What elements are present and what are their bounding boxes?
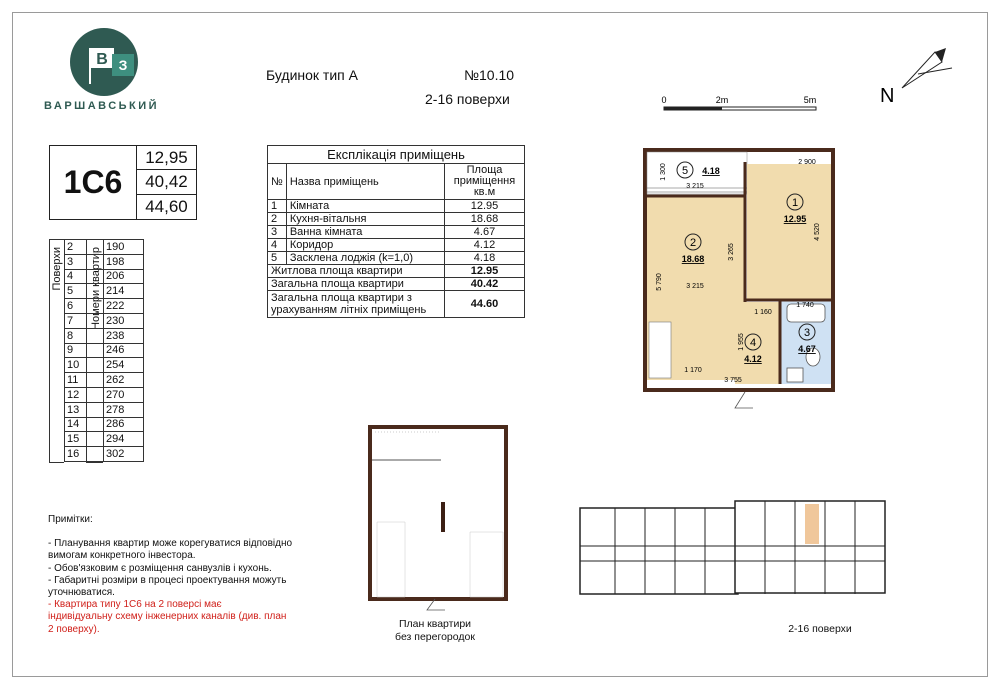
room-area: 18.68 (681, 254, 705, 264)
kitchen-counter (649, 322, 671, 378)
plan-dimension: 3 215 (686, 183, 704, 190)
apartment-living-area: 12,95 (137, 146, 196, 170)
explication-name: Ванна кімната (286, 226, 444, 239)
scale-label-2m: 2m (715, 95, 729, 105)
room-area: 4.67 (798, 344, 816, 354)
explication-area: 4.12 (445, 239, 525, 252)
floor-row (65, 358, 144, 373)
plan-dimension: 4 520 (814, 223, 821, 241)
plan-dimension: 1 170 (684, 367, 702, 374)
note-item: - Планування квартир може корегуватися відповідно вимогам конкретного інвестора. (48, 538, 293, 562)
apartment-summary (49, 145, 197, 220)
floor-row (65, 387, 144, 402)
north-label: N (880, 85, 895, 107)
apartment-number-value: 222 (104, 299, 144, 314)
col-area: Площа приміщення кв.м (445, 164, 525, 200)
explication-name: Кімната (286, 200, 444, 213)
apartment-number-value: 286 (104, 417, 144, 432)
explication-area: 4.67 (445, 226, 525, 239)
scale-bar (660, 93, 835, 123)
apartment-total-summer-area: 44,60 (145, 196, 188, 216)
room-area: 12.95 (783, 214, 807, 224)
summer-area-label: Загальна площа квартири з урахуванням літніх приміщень (268, 291, 445, 318)
building-number: №10.10 (464, 67, 515, 83)
floor-row (65, 284, 144, 299)
plan-dimension: 5 790 (656, 273, 663, 291)
apartment-number-value: 214 (104, 284, 144, 299)
floor-overview-caption: 2-16 поверхи (788, 623, 852, 635)
explication-row (268, 200, 525, 213)
explication-no: 5 (268, 252, 287, 265)
svg-text:З: З (118, 57, 128, 73)
explication-name: Кухня-вітальня (286, 213, 444, 226)
room-number: 4 (749, 337, 757, 349)
explication-area: 18.68 (445, 213, 525, 226)
floor-row (65, 417, 144, 432)
explication-no: 2 (268, 213, 287, 226)
plan-dimension: 1 740 (796, 302, 814, 309)
summer-area-value: 44.60 (445, 291, 525, 318)
explication-row (268, 252, 525, 265)
explication-row (268, 239, 525, 252)
room-number: 2 (689, 237, 697, 249)
room-number: 3 (803, 327, 811, 339)
floor-overview-plan (575, 496, 893, 608)
empty-plan (365, 422, 513, 612)
apartment-number-value: 238 (104, 328, 144, 343)
total-area-label: Загальна площа квартири (268, 278, 445, 291)
explication-area: 12.95 (445, 200, 525, 213)
apartment-number-value: 302 (104, 447, 144, 462)
floor-row (65, 240, 144, 255)
col-no: № (268, 164, 287, 200)
floors-range: 2-16 поверхи (425, 91, 510, 107)
floor-row (65, 254, 144, 269)
floor-number: 3 (65, 254, 87, 269)
apartment-number-value: 198 (104, 254, 144, 269)
apartment-number-value: 278 (104, 402, 144, 417)
floor-number: 14 (65, 417, 87, 432)
apartment-highlight (805, 504, 819, 544)
explication-name: Засклена лоджія (k=1,0) (286, 252, 444, 265)
floor-row (65, 373, 144, 388)
apartment-number-value: 246 (104, 343, 144, 358)
apartment-number-value: 270 (104, 387, 144, 402)
floor-number: 8 (65, 328, 87, 343)
floor-number: 12 (65, 387, 87, 402)
floor-number: 4 (65, 269, 87, 284)
room-number: 1 (791, 197, 799, 209)
floor-row (65, 269, 144, 284)
floors-label: Поверхи (51, 247, 63, 291)
floor-number: 10 (65, 358, 87, 373)
floor-number: 2 (65, 240, 87, 255)
plan-dimension: 3 215 (686, 283, 704, 290)
floor-number: 16 (65, 447, 87, 462)
explication-name: Коридор (286, 239, 444, 252)
empty-plan-caption: План квартири без перегородок (395, 618, 475, 643)
floor-row (65, 432, 144, 447)
apartment-number-value: 254 (104, 358, 144, 373)
floors-grid (64, 239, 144, 462)
living-area-label: Житлова площа квартири (268, 265, 445, 278)
north-arrow (880, 42, 960, 112)
brand-logo (68, 26, 140, 98)
explication-row (268, 213, 525, 226)
floor-number: 13 (65, 402, 87, 417)
room-area: 4.18 (702, 166, 720, 176)
apartment-plan (635, 142, 845, 412)
floor-row (65, 402, 144, 417)
plan-dimension: 2 900 (798, 159, 816, 166)
floor-number: 5 (65, 284, 87, 299)
note-item: - Обов'язковим є розміщення санвузлів і кухонь. (48, 562, 272, 574)
floor-row (65, 328, 144, 343)
apartment-code: 1С6 (63, 164, 123, 200)
room-area: 4.12 (744, 354, 762, 364)
apartment-total-area: 40,42 (137, 170, 196, 194)
apartment-number-value: 230 (104, 313, 144, 328)
note-item: - Габаритні розміри в процесі проектування можуть уточнюватися. (48, 574, 287, 599)
sink-icon (787, 368, 803, 382)
plan-dimension: 3 755 (724, 377, 742, 384)
explication-no: 4 (268, 239, 287, 252)
plan-dimension: 3 265 (728, 243, 735, 261)
living-area-value: 12.95 (445, 265, 525, 278)
apartment-numbers-label: Номери квартир (90, 247, 102, 330)
svg-text:В: В (96, 51, 108, 68)
total-area-value: 40.42 (445, 278, 525, 291)
building-type: Будинок тип А (266, 67, 358, 83)
floor-row (65, 343, 144, 358)
plan-dimension: 1 300 (660, 163, 667, 181)
explication-area: 4.18 (445, 252, 525, 265)
floor-row (65, 313, 144, 328)
floor-number: 11 (65, 373, 87, 388)
explication-row (268, 226, 525, 239)
floor-number: 15 (65, 432, 87, 447)
notes (48, 514, 328, 636)
explication-table (267, 145, 525, 318)
floor-number: 6 (65, 299, 87, 314)
explication-no: 1 (268, 200, 287, 213)
explication-title: Експлікація приміщень (268, 146, 525, 164)
scale-label-0: 0 (661, 95, 667, 105)
plan-dimension: 1 160 (754, 309, 772, 316)
apartment-number-value: 262 (104, 373, 144, 388)
floor-number: 7 (65, 313, 87, 328)
room-number: 5 (681, 165, 689, 177)
plan-dimension: 1 955 (738, 333, 745, 351)
notes-red: - Квартира типу 1С6 на 2 поверсі має індивідуальну схему інженерних каналів (див. план 2 поверху). (48, 599, 287, 635)
apartment-number-value: 190 (104, 240, 144, 255)
scale-label-5m: 5m (803, 95, 817, 105)
apartment-number-value: 206 (104, 269, 144, 284)
explication-no: 3 (268, 226, 287, 239)
brand-name: ВАРШАВСЬКИЙ (44, 100, 160, 112)
col-name: Назва приміщень (286, 164, 444, 200)
floor-row (65, 447, 144, 462)
apartment-number-value: 294 (104, 432, 144, 447)
notes-title: Примітки: (48, 514, 93, 525)
floor-row (65, 299, 144, 314)
floor-number: 9 (65, 343, 87, 358)
